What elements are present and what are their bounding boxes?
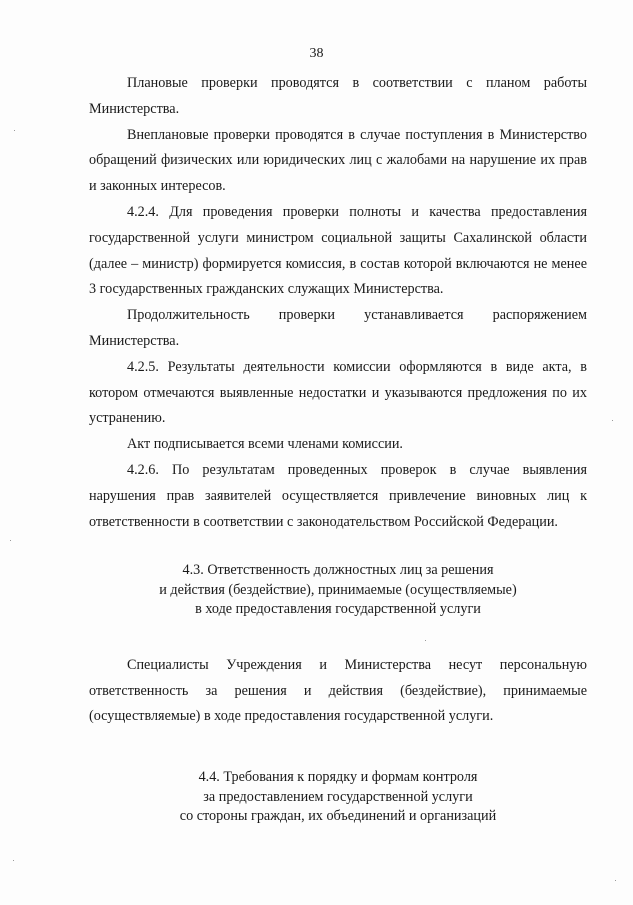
paragraph-4-2-5: 4.2.5. Результаты деятельности комиссии оформляются в виде акта, в котором отмечаются выявленные недостатки и указываются предложения по их устранению. <box>89 358 587 427</box>
scan-speck <box>10 540 11 541</box>
paragraph-4-2-4: 4.2.4. Для проведения проверки полноты и качества предоставления государственной услуги министром социальной защиты Сахалинской области (далее – министр) формируется комиссия, в состав которой включаются не менее 3 государственных гражданских служащих Министерства. <box>89 203 587 298</box>
heading-line: 4.3. Ответственность должностных лиц за решения <box>182 562 494 579</box>
spacer <box>89 620 587 653</box>
heading-line: со стороны граждан, их объединений и организаций <box>179 808 497 825</box>
heading-line: в ходе предоставления государственной услуги <box>195 601 481 618</box>
scan-speck <box>425 640 426 641</box>
scan-speck <box>615 880 616 881</box>
heading-line: и действия (бездействие), принимаемые (осуществляемые) <box>159 581 517 598</box>
page-number: 38 <box>309 46 324 61</box>
section-heading-4-4 <box>89 768 587 827</box>
paragraph-4-3-responsibility: Специалисты Учреждения и Министерства несут персональную ответственность за решения и действия (бездействие), принимаемые (осуществляемые) в ходе предоставления государственной услуги. <box>89 656 587 725</box>
spacer <box>89 535 587 561</box>
scan-speck <box>14 130 15 131</box>
scan-speck <box>13 860 14 861</box>
paragraph-4-2-6: 4.2.6. По результатам проведенных проверок в случае выявления нарушения прав заявителей осуществляется привлечение виновных лиц к ответственности в соответствии с законодательством Российской Федерации. <box>89 461 587 530</box>
heading-line: 4.4. Требования к порядку и формам контроля <box>198 769 478 786</box>
document-body <box>89 71 587 827</box>
scan-speck <box>612 420 613 421</box>
paragraph-unplanned-inspections: Внеплановые проверки проводятся в случае поступления в Министерство обращений физических или юридических лиц с жалобами на нарушение их прав и законных интересов. <box>89 126 587 195</box>
paragraph-planned-inspections: Плановые проверки проводятся в соответствии с планом работы Министерства. <box>89 75 587 117</box>
paragraph-inspection-duration: Продолжительность проверки устанавливается распоряжением Министерства. <box>89 307 587 349</box>
spacer <box>89 730 587 768</box>
heading-line: за предоставлением государственной услуги <box>203 788 473 805</box>
section-heading-4-3 <box>89 561 587 620</box>
paragraph-act-signing: Акт подписывается всеми членами комиссии. <box>127 436 403 453</box>
